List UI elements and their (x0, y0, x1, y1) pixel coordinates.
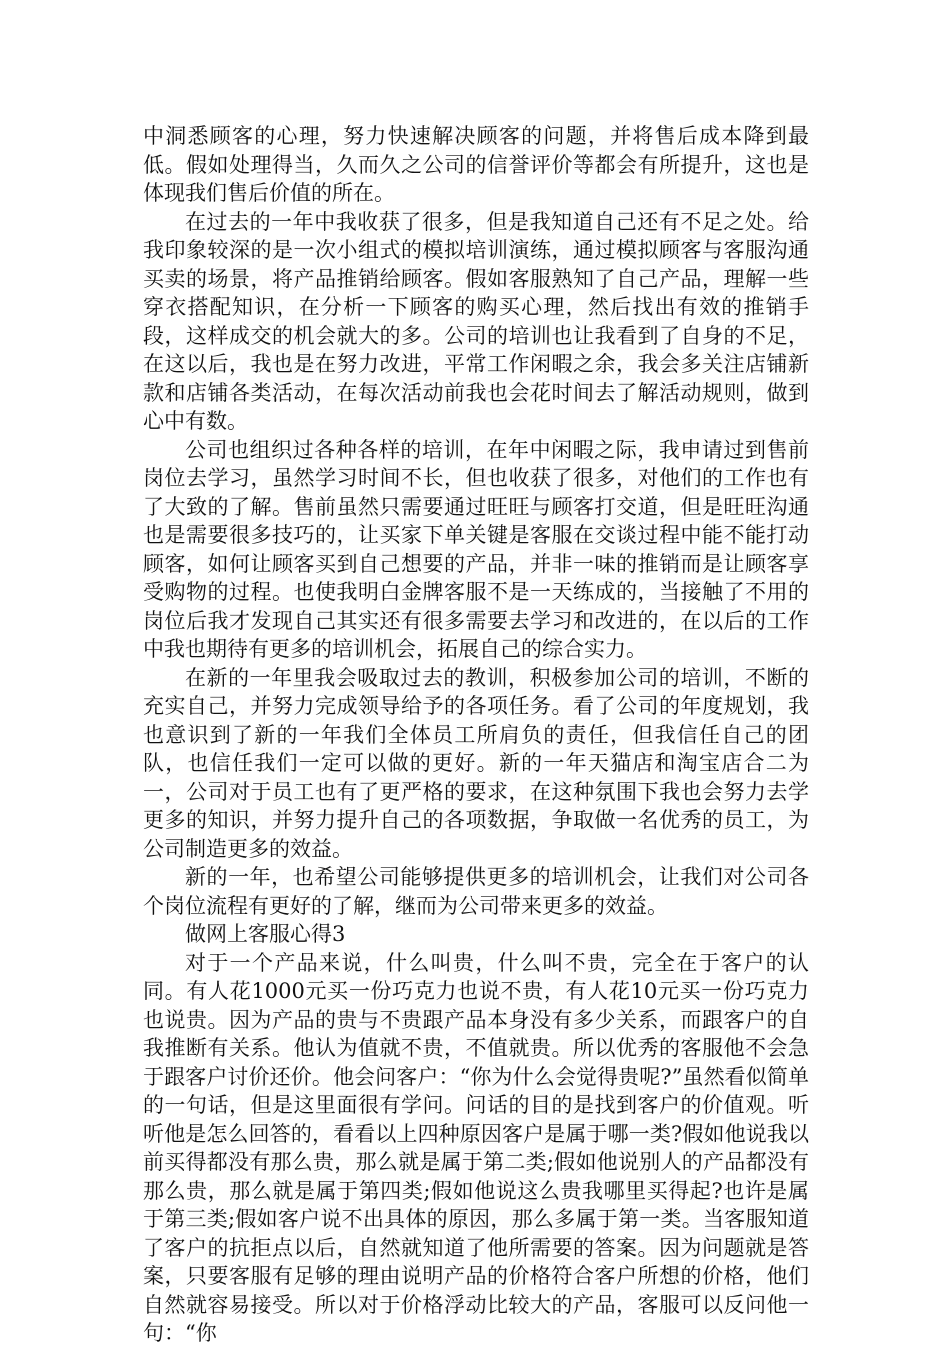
paragraph-continuation: 中洞悉顾客的心理，努力快速解决顾客的问题，并将售后成本降到最低。假如处理得当，久而久之公司的信誉评价等都会有所提升，这也是体现我们售后价值的所在。 (143, 124, 809, 205)
paragraph: 新的一年，也希望公司能够提供更多的培训机会，让我们对公司各个岗位流程有更好的了解，继而为公司带来更多的效益。 (143, 865, 809, 918)
document-body (143, 122, 809, 1348)
paragraph: 公司也组织过各种各样的培训，在年中闲暇之际，我申请过到售前岗位去学习，虽然学习时间不长，但也收获了很多，对他们的工作也有了大致的了解。售前虽然只需要通过旺旺与顾客打交道，但是旺旺沟通也是需要很多技巧的，让买家下单关键是客服在交谈过程中能不能打动顾客，如何让顾客买到自己想要的产品，并非一味的推销而是让顾客享受购物的过程。也使我明白金牌客服不是一天练成的，当接触了不用的岗位后我才发现自己其实还有很多需要去学习和改进的，在以后的工作中我也期待有更多的培训机会，拓展自己的综合实力。 (143, 437, 809, 661)
section-heading: 做网上客服心得3 (185, 922, 346, 946)
paragraph: 在新的一年里我会吸取过去的教训，积极参加公司的培训，不断的充实自己，并努力完成领导给予的各项任务。看了公司的年度规划，我也意识到了新的一年我们全体员工所肩负的责任，但我信任自己的团队，也信任我们一定可以做的更好。新的一年天猫店和淘宝店合二为一，公司对于员工也有了更严格的要求，在这种氛围下我也会努力去学更多的知识，并努力提升自己的各项数据，争取做一名优秀的员工，为公司制造更多的效益。 (143, 665, 809, 861)
paragraph: 在过去的一年中我收获了很多，但是我知道自己还有不足之处。给我印象较深的是一次小组式的模拟培训演练，通过模拟顾客与客服沟通买卖的场景，将产品推销给顾客。假如客服熟知了自己产品，理解一些穿衣搭配知识，在分析一下顾客的购买心理，然后找出有效的推销手段，这样成交的机会就大的多。公司的培训也让我看到了自身的不足，在这以后，我也是在努力改进，平常工作闲暇之余，我会多关注店铺新款和店铺各类活动，在每次活动前我也会花时间去了解活动规则，做到心中有数。 (143, 209, 809, 433)
paragraph: 对于一个产品来说，什么叫贵，什么叫不贵，完全在于客户的认同。有人花1000元买一份巧克力也说不贵，有人花10元买一份巧克力也说贵。因为产品的贵与不贵跟产品本身没有多少关系，而跟客户的自我推断有关系。他认为值就不贵，不值就贵。所以优秀的客服他不会急于跟客户讨价还价。他会问客户：“你为什么会觉得贵呢?”虽然看似简单的一句话，但是这里面很有学问。问话的目的是找到客户的价值观。听听他是怎么回答的，看看以上四种原因客户是属于哪一类?假如他说我以前买得都没有那么贵，那么就是属于第二类;假如他说别人的产品都没有那么贵，那么就是属于第四类;假如他说这么贵我哪里买得起?也许是属于第三类;假如客户说不出具体的原因，那么多属于第一类。当客服知道了客户的抗拒点以后，自然就知道了他所需要的答案。因为问题就是答案，只要客服有足够的理由说明产品的价格符合客户所想的价格，他们自然就容易接受。所以对于价格浮动比较大的产品，客服可以反问他一句：“你 (143, 950, 809, 1345)
